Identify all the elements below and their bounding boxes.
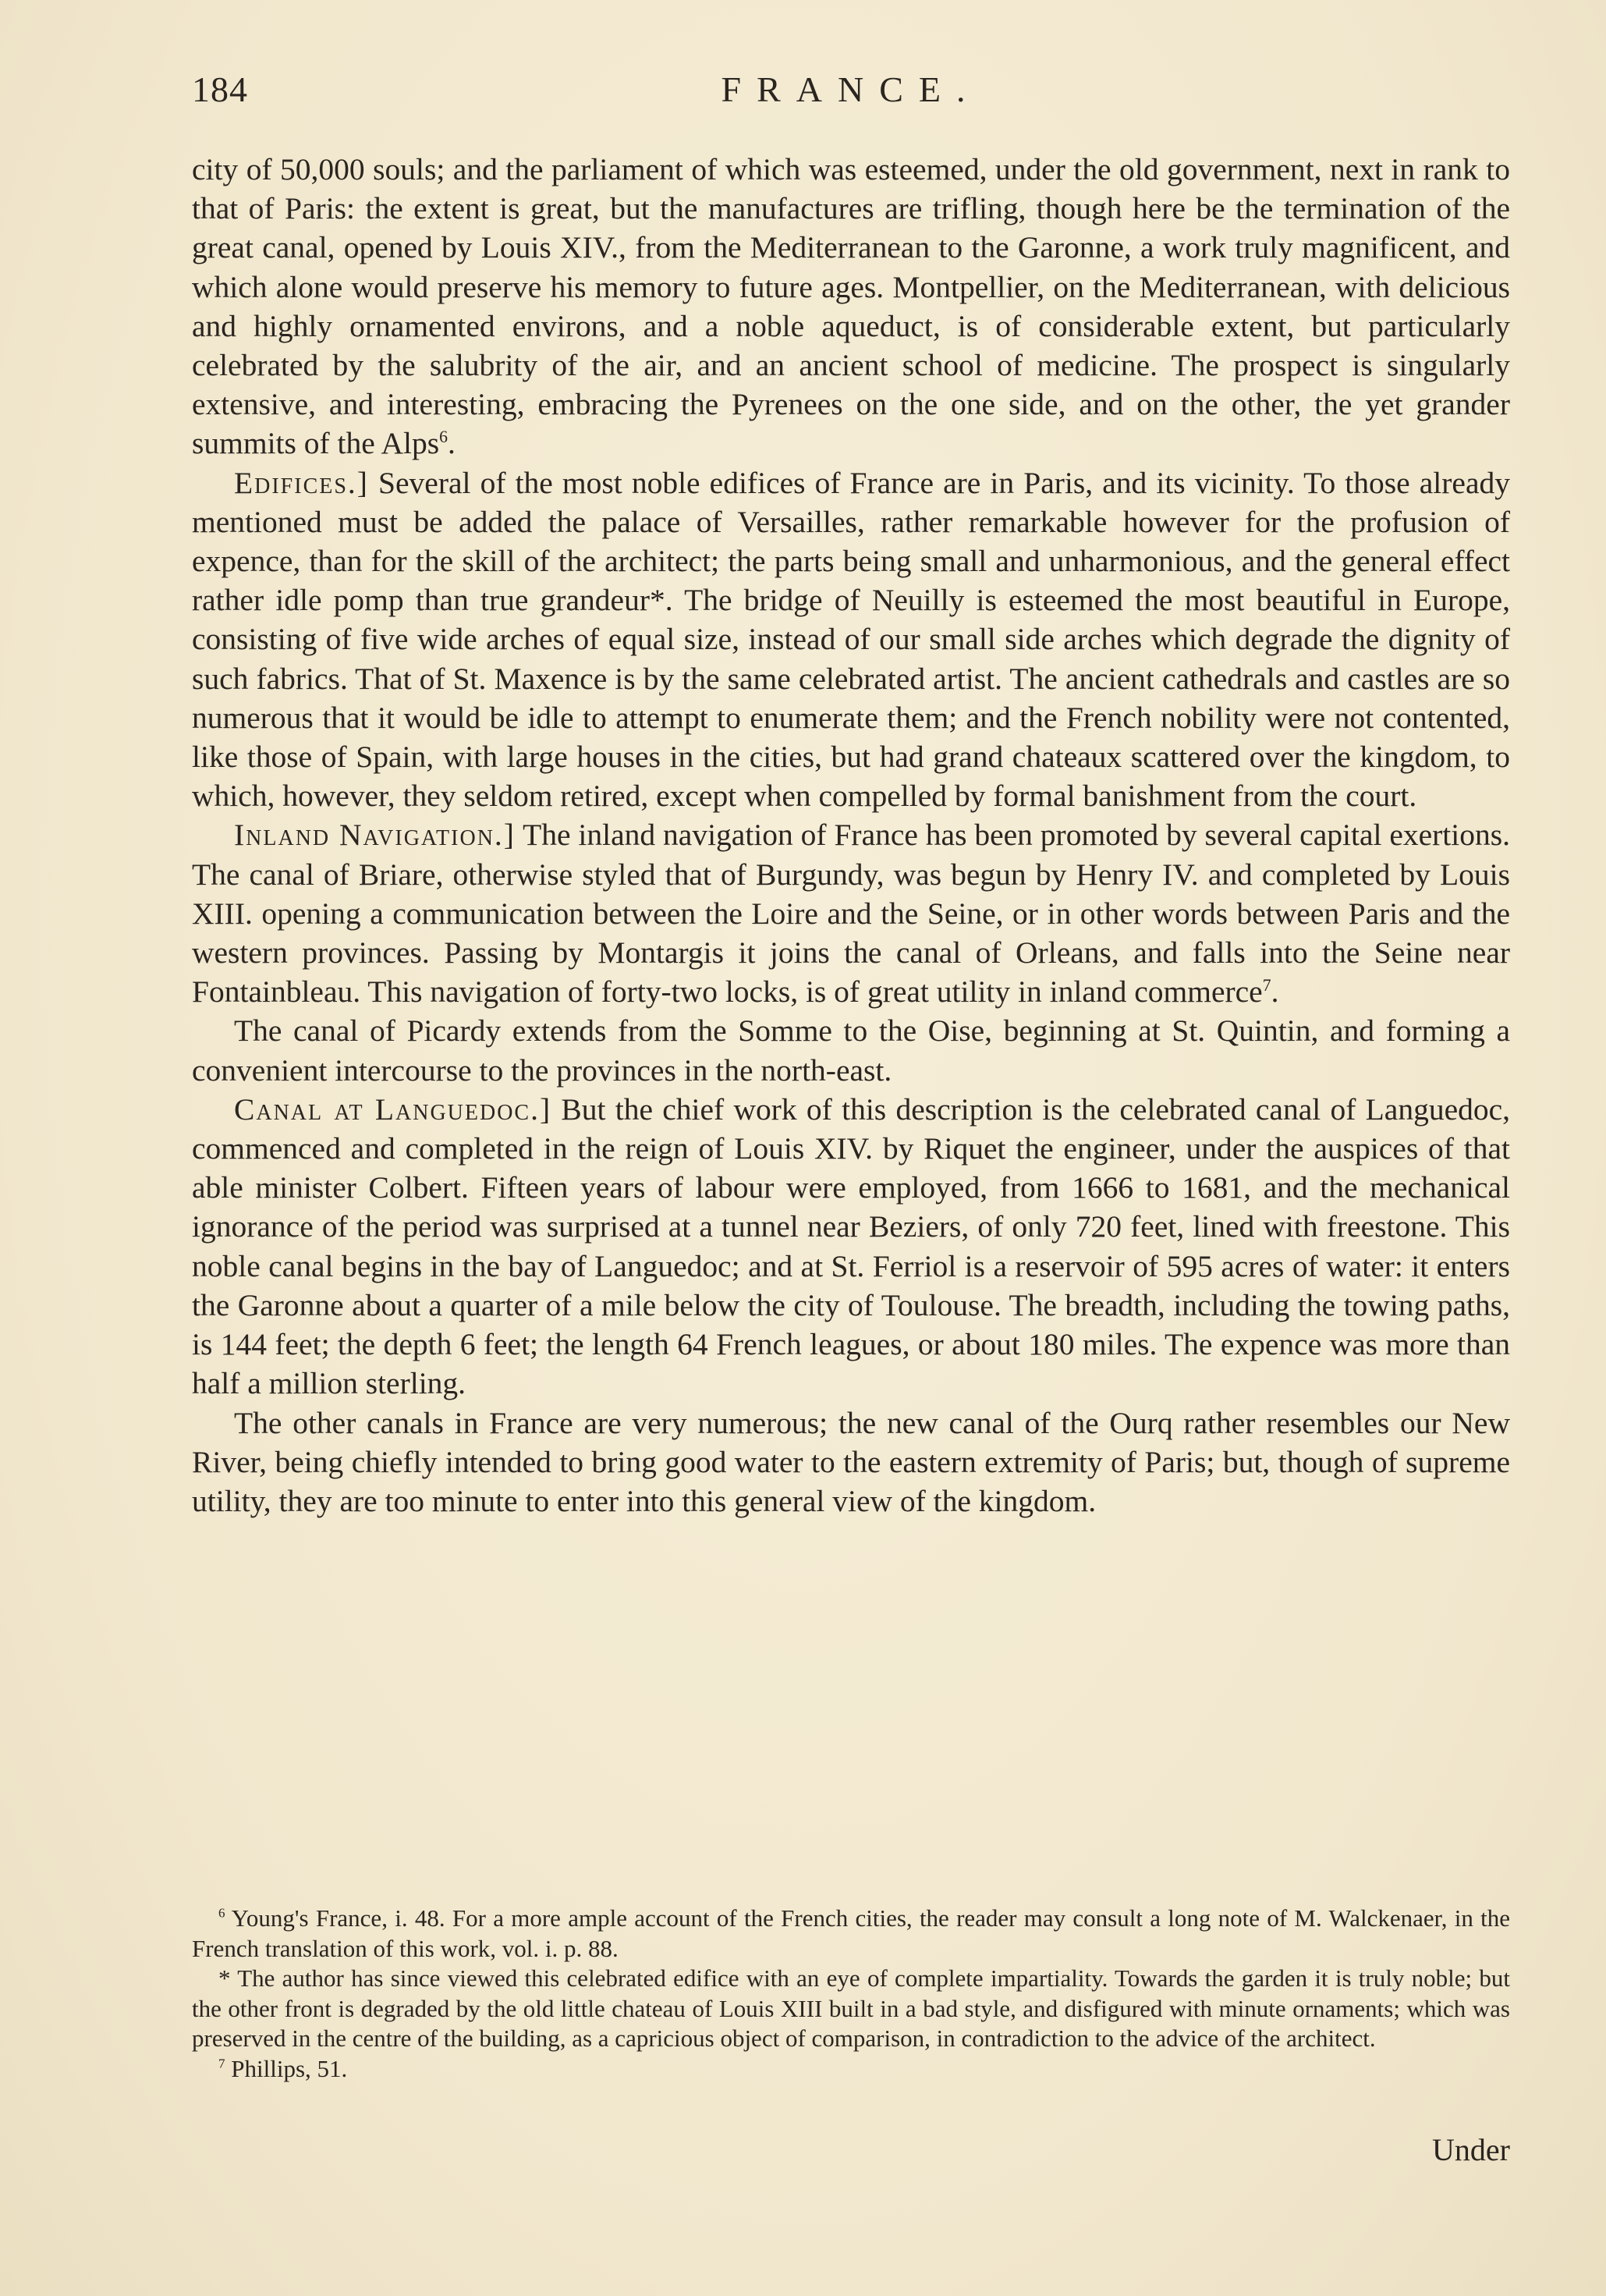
paragraph xyxy=(192,1404,1510,1521)
catchword: Under xyxy=(1432,2132,1510,2167)
footnote xyxy=(192,2054,1510,2085)
paragraph xyxy=(192,463,1510,816)
running-title: FRANCE. xyxy=(721,69,981,109)
footnote-text: * The author has since viewed this celebrated edifice with an eye of complete impartiality. Towards the garden it is truly noble; but the other front is degraded by the old little chateau of Louis XIII built in a bad style, and disfigured with minute ornaments; which was preserved in the centre of the building, as a capricious object of comparison, in contradiction to the advice of the architect. xyxy=(192,1964,1510,2052)
paragraph xyxy=(192,150,1510,463)
footnote-text: Young's France, i. 48. For a more ample account of the French cities, the reader may consult a long note of M. Walckenaer, in the French translation of this work, vol. i. p. 88. xyxy=(192,1904,1510,1962)
paragraph-text: The inland navigation of France has been promoted by several capital exertions. The canal of Briare, otherwise styled that of Burgundy, was begun by Henry IV. and completed by Louis XIII. opening a communication between the Loire and the Seine, or in other words between Paris and the western provinces. Passing by Montargis it joins the canal of Orleans, and falls into the Seine near Fontainbleau. This navigation of forty-two locks, is of great utility in inland commerce xyxy=(192,818,1510,1010)
footnote-mark: 6 xyxy=(218,1905,225,1921)
paragraph-text: city of 50,000 souls; and the parliament of which was esteemed, under the old government, next in rank to that of Paris: the extent is great, but the manufactures are trifling, though here be the termination of the great canal, opened by Louis XIV., from the Mediterranean to the Garonne, a work truly magnificent, and which alone would preserve his memory to future ages. Montpellier, on the Mediterranean, with delicious and highly ornamented environs, and a noble aqueduct, is of considerable extent, but particularly celebrated by the salubrity of the air, and an ancient school of medicine. The prospect is singularly extensive, and interesting, embracing the Pyrenees on the one side, and on the other, the yet grander summits of the Alps xyxy=(192,152,1510,461)
footnote xyxy=(192,1904,1510,1964)
footnote xyxy=(192,1964,1510,2054)
paragraph-end: . xyxy=(447,426,456,461)
paragraph-text: Several of the most noble edifices of France are in Paris, and its vicinity. To those already mentioned must be added the palace of Versailles, rather remarkable however for the profusion of expence, than for the skill of the architect; the parts being small and unharmonious, and the general effect rather idle pomp than true grandeur*. The bridge of Neuilly is esteemed the most beautiful in Europe, consisting of five wide arches of equal size, instead of our small side arches which degrade the dignity of such fabrics. That of St. Maxence is by the same celebrated artist. The ancient cathedrals and castles are so numerous that it would be idle to attempt to enumerate them; and the French nobility were not contented, like those of Spain, with large houses in the cities, but had grand chateaux scattered over the kingdom, to which, however, they seldom retired, except when compelled by formal banishment from the court. xyxy=(192,465,1510,814)
paragraph xyxy=(192,815,1510,1011)
paragraph xyxy=(192,1090,1510,1404)
footnote-mark: 7 xyxy=(218,2056,225,2071)
main-text xyxy=(192,150,1510,1521)
footnotes xyxy=(192,1904,1510,2084)
paragraph xyxy=(192,1011,1510,1089)
side-heading-canal-languedoc: Canal at Languedoc.] xyxy=(234,1091,552,1127)
paragraph-text: The other canals in France are very numerous; the new canal of the Ourq rather resembles our New River, being chiefly intended to bring good water to the eastern extremity of Paris; but, though of supreme utility, they are too minute to enter into this general view of the kingdom. xyxy=(192,1405,1510,1518)
paragraph-end: . xyxy=(1271,974,1279,1010)
side-heading-inland-navigation: Inland Navigation.] xyxy=(234,818,516,853)
side-heading-edifices: Edifices.] xyxy=(234,465,369,500)
page-number: 184 xyxy=(192,69,248,109)
footnote-ref: 6 xyxy=(439,428,448,447)
paragraph-text: The canal of Picardy extends from the Somme to the Oise, beginning at St. Quintin, and forming a convenient intercourse to the provinces in the north-east. xyxy=(192,1013,1510,1088)
page-header xyxy=(192,69,1510,115)
paragraph-text: But the chief work of this description is the celebrated canal of Languedoc, commenced and completed in the reign of Louis XIV. by Riquet the engineer, under the auspices of that able minister Colbert. Fifteen years of labour were employed, from 1666 to 1681, and the mechanical ignorance of the period was surprised at a tunnel near Beziers, of only 720 feet, lined with freestone. This noble canal begins in the bay of Languedoc; and at St. Ferriol is a reservoir of 595 acres of water: it enters the Garonne about a quarter of a mile below the city of Toulouse. The breadth, including the towing paths, is 144 feet; the depth 6 feet; the length 64 French leagues, or about 180 miles. The expence was more than half a million sterling. xyxy=(192,1091,1511,1401)
footnote-text: Phillips, 51. xyxy=(225,2054,348,2082)
footnote-ref: 7 xyxy=(1262,976,1271,995)
